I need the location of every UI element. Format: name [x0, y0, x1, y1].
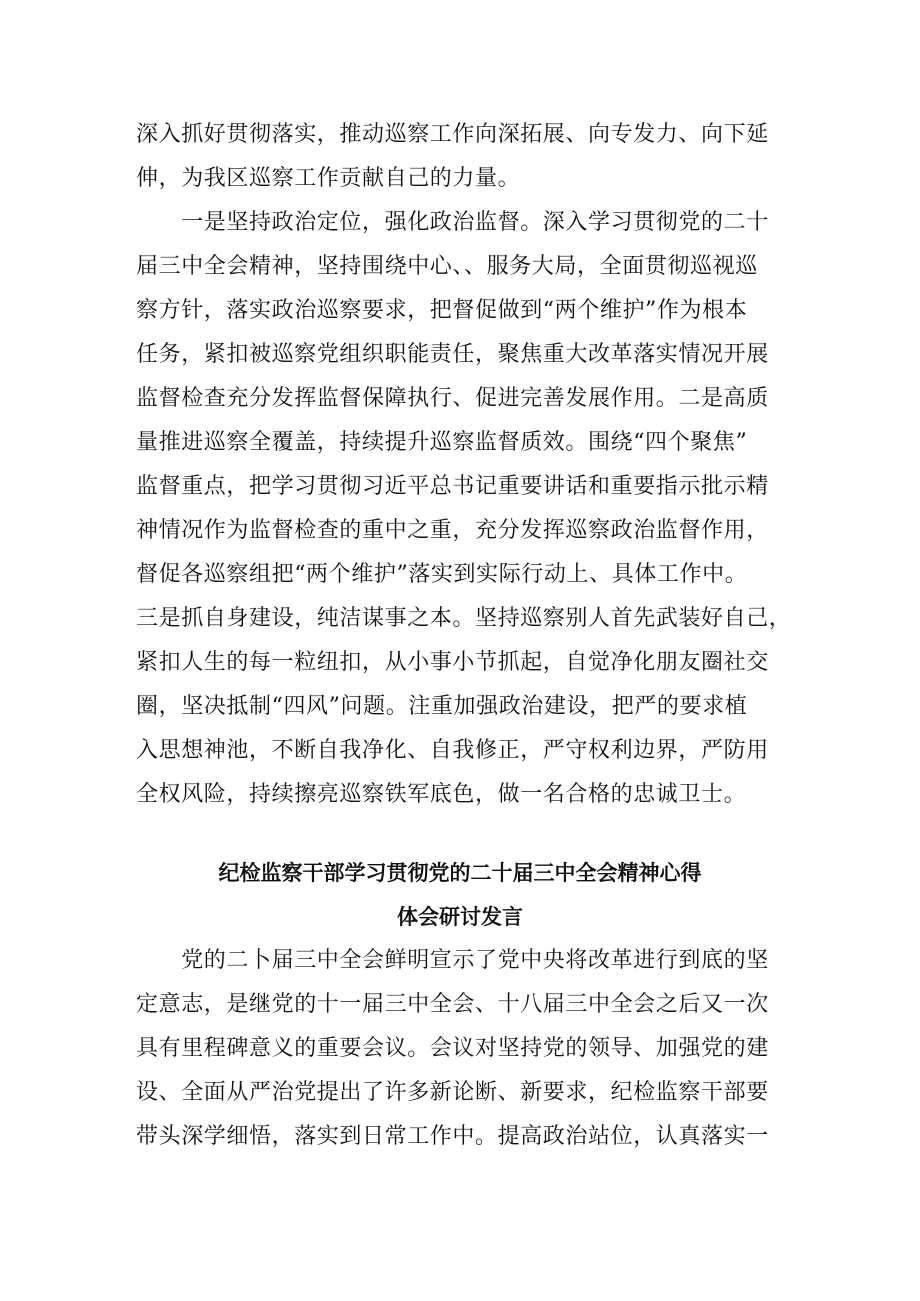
body-text-line: 监督检查充分发挥监督保障执行、促进完善发展作用。二是高质 [136, 386, 769, 411]
body-text-line: 紧扣人生的每一粒纽扣，从小事小节抓起，自觉净化朋友圈社交 [136, 650, 769, 675]
body-text-line: 一是坚持政治定位，强化政治监督。深入学习贯彻党的二十 [136, 210, 769, 235]
body-text-line: 设、全面从严治党提出了许多新论断、新要求，纪检监察干部要 [136, 1080, 769, 1105]
body-text-line: 监督重点，把学习贯彻习近平总书记重要讲话和重要指示批示精 [136, 474, 769, 499]
body-text-line: 三是抓自身建设，纯洁谋事之本。坚持巡察别人首先武装好自己， [136, 606, 792, 631]
body-text-line: 深入抓好贯彻落实，推动巡察工作向深拓展、向专发力、向下延 [136, 122, 769, 147]
body-text-line: 带头深学细悟，落实到日常工作中。提高政治站位，认真落实一 [136, 1124, 769, 1149]
body-text-line: 入思想神池，不断自我净化、自我修正，严守权利边界，严防用 [136, 738, 769, 763]
body-text-line: 圈，坚决抵制“四风”问题。注重加强政治建设，把严的要求植 [136, 694, 748, 719]
body-text-line: 党的二卜届三中全会鲜明宣示了党中央将改革进行到底的坚 [136, 948, 769, 973]
body-text-line: 届三中全会精神，坚持围绕中心、、服务大局，全面贯彻巡视巡 [136, 254, 758, 279]
body-text-line: 定意志，是继党的十一届三中全会、十八届三中全会之后又一次 [136, 992, 769, 1017]
body-text-line: 任务，紧扣被巡察党组织职能责任，聚焦重大改革落实情况开展 [136, 342, 769, 367]
body-text-line: 具有里程碑意义的重要会议。会议对坚持党的领导、加强党的建 [136, 1036, 769, 1061]
body-text-line: 察方针，落实政治巡察要求，把督促做到“两个维护”作为根本 [136, 298, 748, 323]
body-text-line: 量推进巡察全覆盖，持续提升巡察监督质效。围绕“四个聚焦” [136, 430, 748, 455]
body-text-line: 督促各巡察组把“两个维护”落实到实际行动上、具体工作中。 [136, 562, 748, 587]
body-text-line: 神情况作为监督检查的重中之重，充分发挥巡察政治监督作用， [136, 518, 769, 543]
article-title: 纪检监察干部学习贯彻党的二十届三中全会精神心得 [218, 861, 702, 885]
article-title-continued: 体会研讨发言 [397, 905, 523, 929]
body-text-line: 伸，为我区巡察工作贡献自己的力量。 [136, 166, 521, 191]
body-text-line: 全权风险，持续擦亮巡察铁军底色，做一名合格的忠诚卫士。 [136, 782, 747, 807]
